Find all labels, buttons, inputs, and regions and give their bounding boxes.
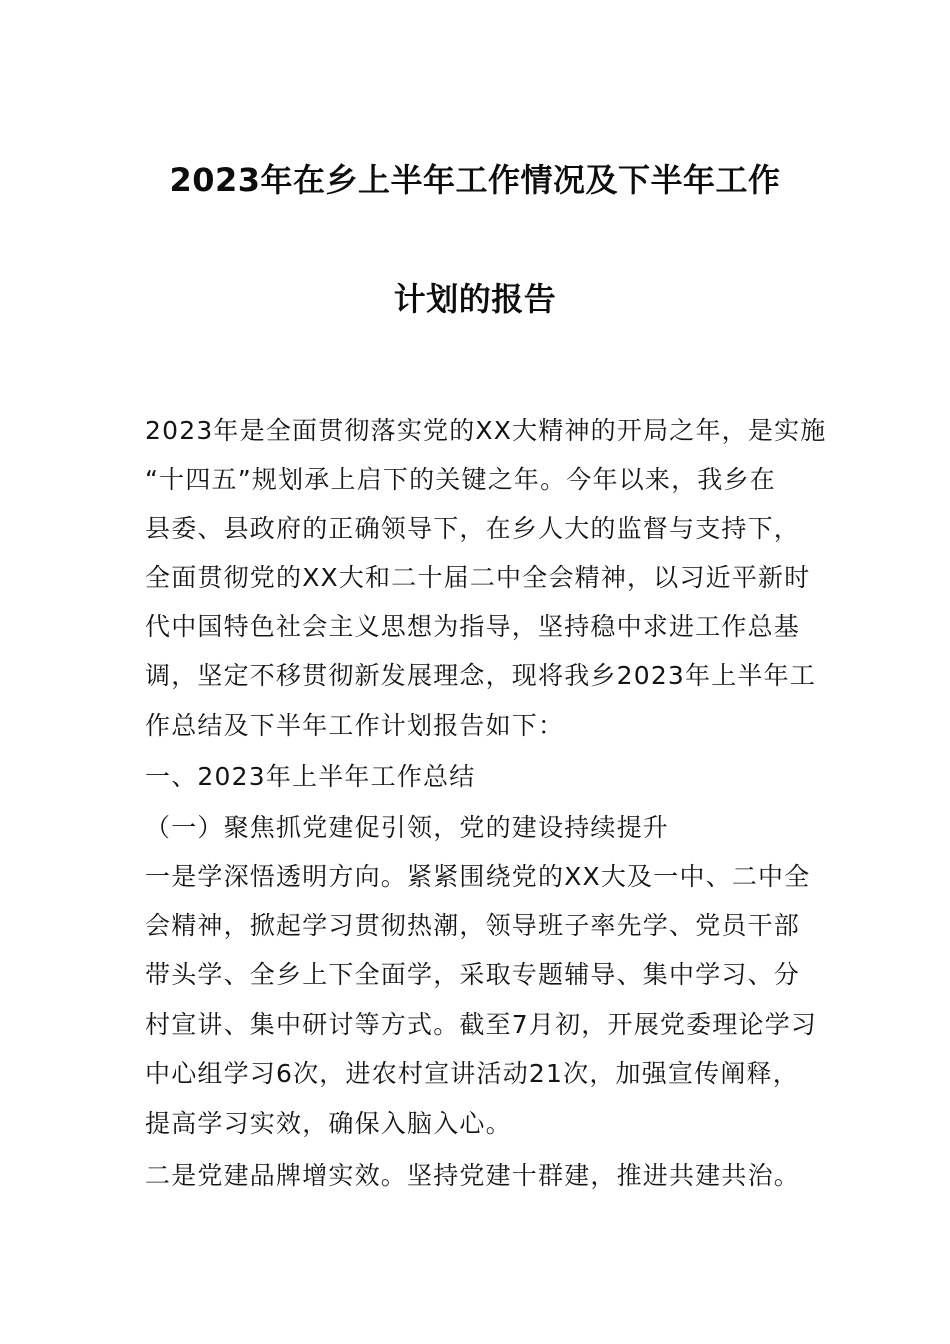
paragraph-line: 2023年是全面贯彻落实党的XX大精神的开局之年，是实施	[145, 416, 827, 445]
document-title-line-1: 2023年在乡上半年工作情况及下半年工作	[169, 161, 781, 199]
section-heading: 一、2023年上半年工作总结	[145, 762, 476, 791]
paragraph-line: 提高学习实效，确保入脑入心。	[145, 1109, 512, 1138]
paragraph-line: 作总结及下半年工作计划报告如下：	[145, 711, 565, 740]
paragraph-line: 二是党建品牌增实效。坚持党建十群建，推进共建共治。	[145, 1161, 801, 1190]
document-title-line-2: 计划的报告	[393, 280, 557, 318]
paragraph-line: 调，坚定不移贯彻新发展理念，现将我乡2023年上半年工	[145, 661, 817, 690]
paragraph-line: 村宣讲、集中研讨等方式。截至7月初，开展党委理论学习	[145, 1010, 818, 1039]
paragraph-line: 带头学、全乡上下全面学，采取专题辅导、集中学习、分	[145, 960, 801, 989]
paragraph-line: 代中国特色社会主义思想为指导，坚持稳中求进工作总基	[145, 612, 801, 641]
paragraph-line: 中心组学习6次，进农村宣讲活动21次，加强宣传阐释，	[145, 1059, 799, 1088]
paragraph-line: 全面贯彻党的XX大和二十届二中全会精神，以习近平新时	[145, 563, 811, 592]
paragraph-line: “十四五”规划承上启下的关键之年。今年以来，我乡在	[145, 465, 776, 494]
paragraph-line: 一是学深悟透明方向。紧紧围绕党的XX大及一中、二中全	[145, 862, 811, 891]
paragraph-line: 县委、县政府的正确领导下，在乡人大的监督与支持下，	[145, 514, 801, 543]
subsection-heading: （一）聚焦抓党建促引领，党的建设持续提升	[145, 813, 670, 842]
paragraph-line: 会精神，掀起学习贯彻热潮，领导班子率先学、党员干部	[145, 911, 801, 940]
